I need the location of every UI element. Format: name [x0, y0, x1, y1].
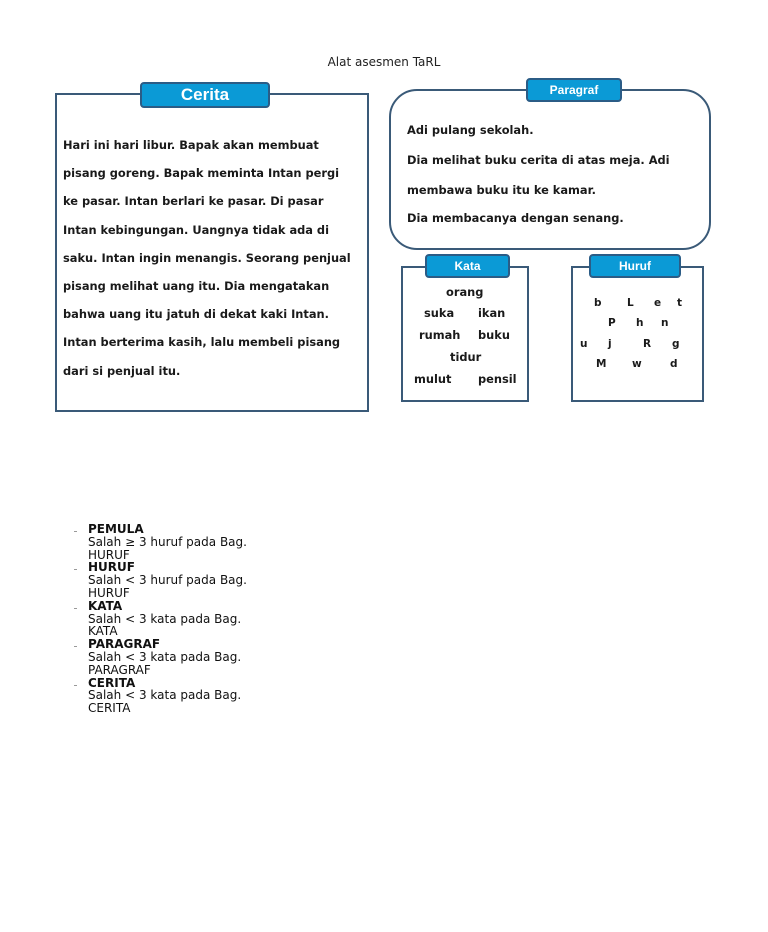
cerita-line: bahwa uang itu jatuh di dekat kaki Intan.	[63, 307, 329, 322]
huruf-letter: g	[672, 338, 680, 350]
huruf-letter: n	[661, 317, 669, 329]
list-item	[74, 677, 334, 715]
huruf-letter: M	[596, 358, 607, 370]
paragraf-panel	[389, 89, 711, 250]
huruf-letter: w	[632, 358, 642, 370]
huruf-letter: t	[677, 297, 683, 309]
cerita-line: saku. Intan ingin menangis. Seorang penjual	[63, 250, 351, 265]
kata-word: suka	[424, 306, 455, 320]
huruf-letter: h	[636, 317, 644, 329]
level-name: KATA	[88, 598, 123, 613]
cerita-line: ke pasar. Intan berlari ke pasar. Di pasar	[63, 194, 324, 209]
kata-word: tidur	[450, 350, 482, 364]
huruf-letter: b	[594, 297, 602, 309]
paragraf-line: membawa buku itu ke kamar.	[407, 183, 596, 197]
level-description: Salah ≥ 3 huruf pada Bag. HURUF	[88, 534, 247, 562]
level-description: Salah < 3 kata pada Bag. PARAGRAF	[88, 649, 242, 677]
cerita-line: Intan berterima kasih, lalu membeli pisang	[63, 335, 341, 350]
level-description: Salah < 3 kata pada Bag. CERITA	[88, 688, 242, 716]
kata-word: pensil	[478, 372, 517, 386]
huruf-letter: R	[643, 338, 652, 350]
kata-word: mulut	[414, 372, 452, 386]
huruf-letter: d	[670, 358, 678, 370]
list-item	[74, 523, 334, 561]
level-name: PEMULA	[88, 522, 144, 536]
cerita-line: pisang melihat uang itu. Dia mengatakan	[63, 279, 330, 294]
cerita-line: Hari ini hari libur. Bapak akan membuat	[63, 138, 319, 152]
paragraf-line: Dia membacanya dengan senang.	[407, 211, 624, 225]
cerita-line: pisang goreng. Bapak meminta Intan pergi	[63, 166, 340, 181]
list-item	[74, 638, 334, 676]
kata-label: Kata	[425, 254, 510, 278]
huruf-letter: j	[608, 338, 612, 350]
kata-word: orang	[446, 285, 484, 299]
level-description: Salah < 3 kata pada Bag. KATA	[88, 611, 242, 639]
cerita-line: dari si penjual itu.	[63, 363, 181, 378]
level-name: HURUF	[88, 560, 135, 575]
page-title: Alat asesmen TaRL	[327, 55, 441, 69]
list-item	[74, 561, 334, 599]
kata-word: buku	[478, 328, 510, 342]
level-name: CERITA	[88, 675, 136, 690]
cerita-line: Intan kebingungan. Uangnya tidak ada di	[63, 222, 329, 237]
list-item	[74, 600, 334, 638]
kata-word: ikan	[478, 306, 506, 320]
cerita-text	[63, 131, 363, 385]
huruf-label: Huruf	[589, 254, 681, 278]
paragraf-label: Paragraf	[526, 78, 622, 102]
level-list	[74, 523, 334, 715]
level-description: Salah < 3 huruf pada Bag. HURUF	[88, 573, 247, 600]
huruf-panel	[571, 266, 704, 402]
paragraf-line: Dia melihat buku cerita di atas meja. Adi	[407, 153, 670, 167]
cerita-label: Cerita	[140, 82, 270, 108]
paragraf-line: Adi pulang sekolah.	[407, 123, 534, 137]
huruf-letter: L	[627, 297, 634, 309]
huruf-letter: u	[580, 338, 588, 350]
huruf-letter: e	[654, 297, 662, 309]
level-name: PARAGRAF	[88, 637, 161, 652]
kata-word: rumah	[419, 328, 461, 342]
huruf-letter: P	[608, 317, 616, 329]
